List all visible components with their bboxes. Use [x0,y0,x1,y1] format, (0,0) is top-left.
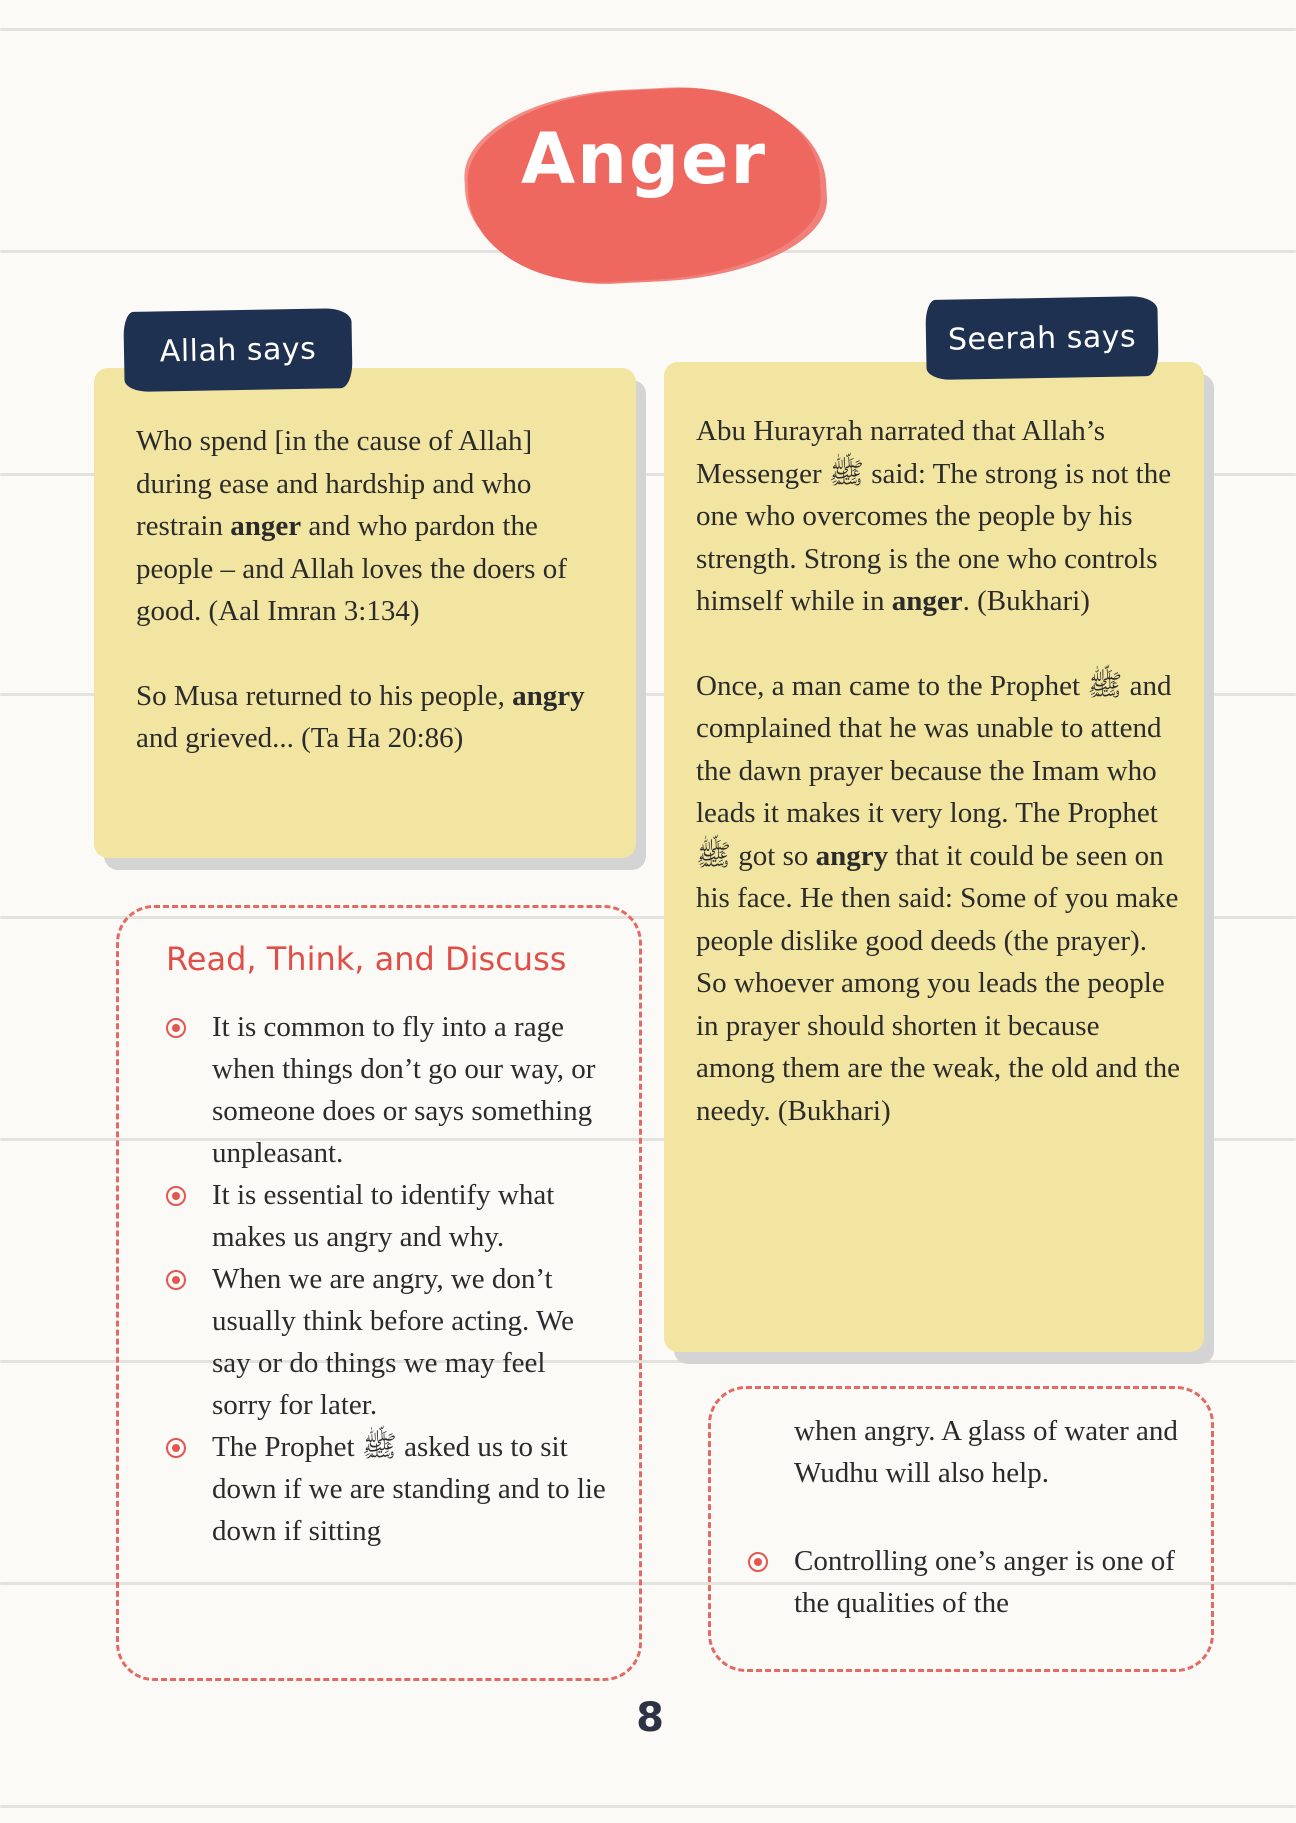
discuss-heading: Read, Think, and Discuss [166,940,567,978]
discuss-continued-list [748,1540,1188,1624]
hadith-strong: Abu Hurayrah narrated that Allah’s Messenger ﷺ said: The strong is not the one who overcomes the people by his strength. Strong is the one who controls himself while in anger. (Bukhari) [696,415,1172,617]
bullet-icon [166,1018,186,1038]
page-number: 8 [636,1695,664,1741]
seerah-says-tag: Seerah says [925,296,1158,380]
discuss-list [166,1006,606,1552]
ruled-line [0,28,1296,31]
discuss-continued-text: when angry. A glass of water and Wudhu will also help. [794,1415,1178,1489]
verse-aal-imran: Who spend [in the cause of Allah] during ease and hardship and who restrain anger and who pardon the people – and Allah loves the doers of good. (Aal Imran 3:134) [136,425,567,627]
list-item: The Prophet ﷺ asked us to sit down if we are standing and to lie down if sitting [166,1426,606,1552]
allah-says-card [94,368,636,858]
list-item: Controlling one’s anger is one of the qualities of the [748,1540,1188,1624]
list-item: It is common to fly into a rage when things don’t go our way, or someone does or says something unpleasant. [166,1006,606,1174]
hadith-dawn-prayer: Once, a man came to the Prophet ﷺ and complained that he was unable to attend the dawn prayer because the Imam who leads it makes it very long. The Prophet ﷺ got so angry that it could be seen on his face. He then said: Some of you make people dislike good deeds (the prayer). So whoever among you leads the people in prayer should shorten it because among them are the weak, the old and the needy. (Bukhari) [696,669,1180,1127]
verse-ta-ha: So Musa returned to his people, angry and grieved... (Ta Ha 20:86) [136,679,585,754]
bullet-icon [166,1186,186,1206]
bullet-icon [166,1270,186,1290]
seerah-says-card [664,362,1204,1352]
ruled-line [0,1805,1296,1808]
bullet-icon [748,1552,768,1572]
allah-says-tag: Allah says [123,308,352,392]
page-title: Anger [520,118,768,200]
list-item: It is essential to identify what makes us angry and why. [166,1174,606,1258]
bullet-icon [166,1438,186,1458]
list-item: When we are angry, we don’t usually think before acting. We say or do things we may feel sorry for later. [166,1258,606,1426]
